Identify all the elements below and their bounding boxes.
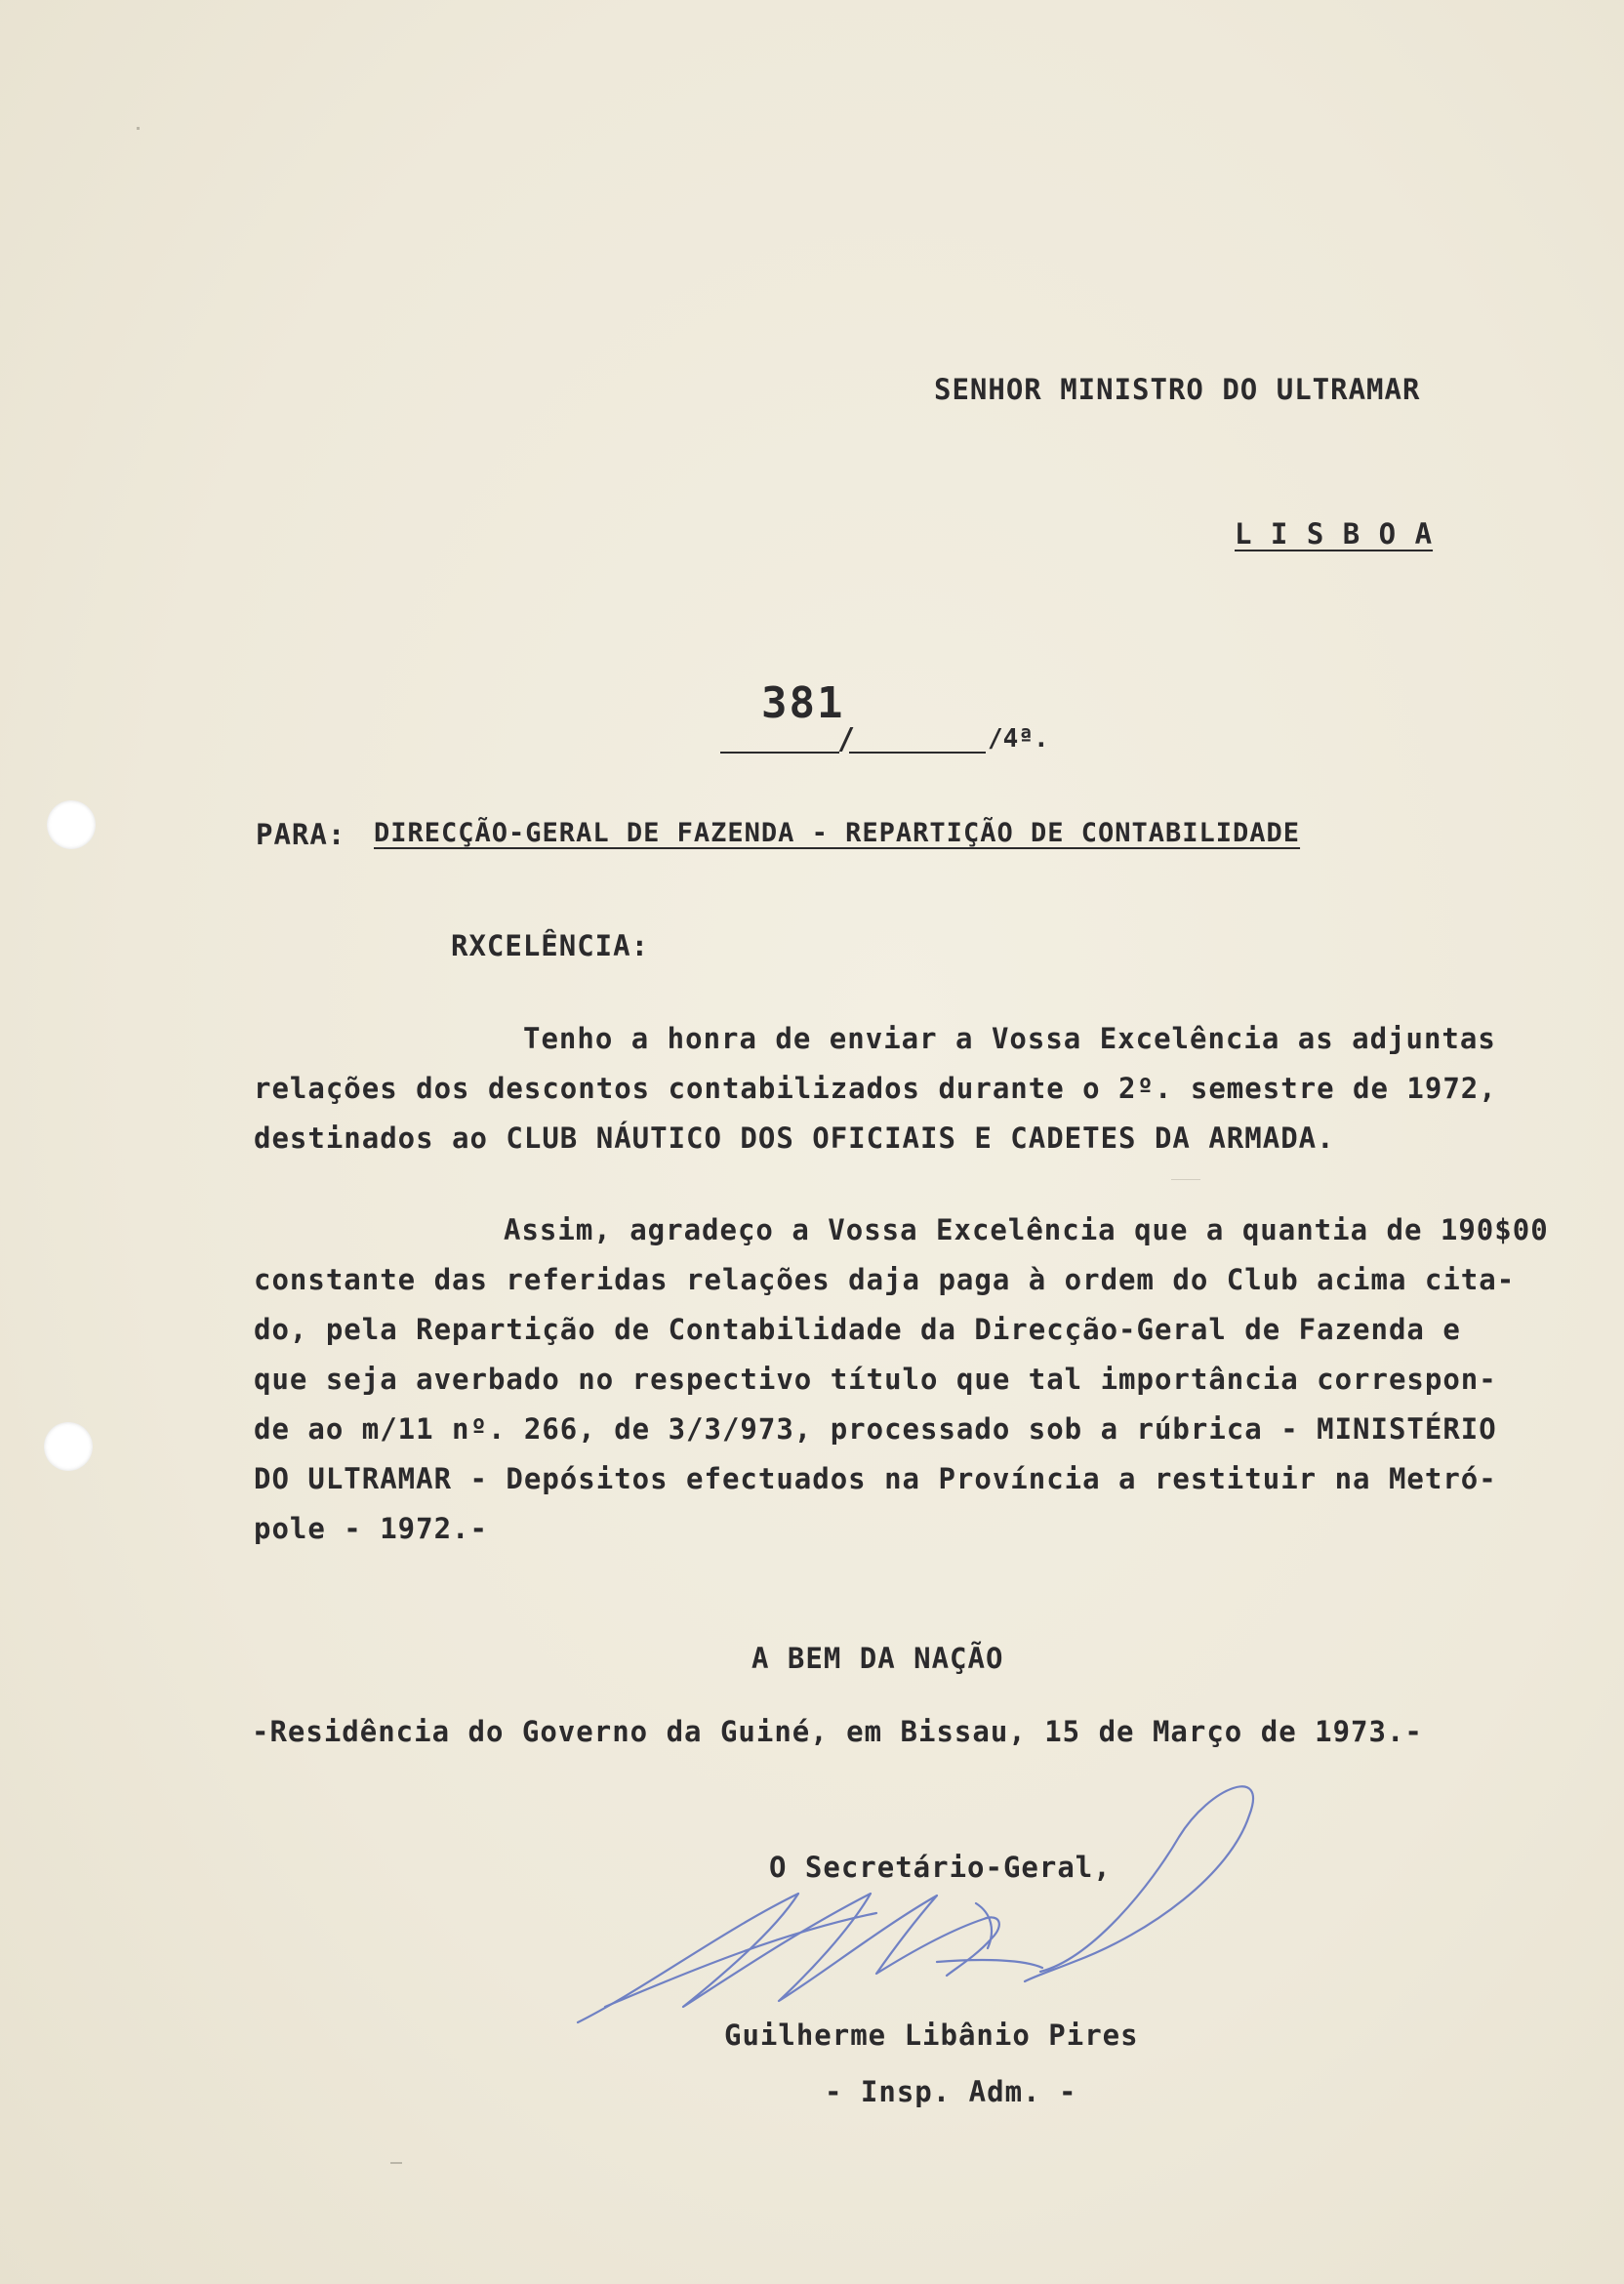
punch-hole-top: [47, 800, 96, 849]
para-destination: DIRECÇÃO-GERAL DE FAZENDA - REPARTIÇÃO DE CONTABILIDADE: [374, 818, 1301, 848]
recipient-line: SENHOR MINISTRO DO ULTRAMAR: [934, 373, 1421, 406]
paragraph1-line3: destinados ao CLUB NÁUTICO DOS OFICIAIS E CADETES DA ARMADA.: [254, 1122, 1335, 1155]
place-date: -Residência do Governo da Guiné, em Bissau, 15 de Março de 1973.-: [252, 1715, 1423, 1748]
closing: A BEM DA NAÇÃO: [751, 1642, 1004, 1675]
signatory-name: Guilherme Libânio Pires: [724, 2019, 1139, 2052]
signature-title: O Secretário-Geral,: [769, 1851, 1112, 1884]
paragraph2-line5: de ao m/11 nº. 266, de 3/3/973, processado sob a rúbrica - MINISTÉRIO: [254, 1412, 1497, 1446]
reference-blank-1: [720, 752, 839, 754]
reference-suffix: /4ª.: [988, 724, 1049, 754]
paragraph2-line7: pole - 1972.-: [254, 1512, 488, 1545]
salutation: RXCELÊNCIA:: [451, 929, 650, 962]
paragraph2-line6: DO ULTRAMAR - Depósitos efectuados na Província a restituir na Metró-: [254, 1462, 1497, 1495]
paragraph2-line1: Assim, agradeço a Vossa Excelência que a quantia de 190$00: [504, 1213, 1549, 1246]
para-label: PARA:: [256, 818, 346, 851]
paragraph2-line4: que seja averbado no respectivo título que tal importância correspon-: [254, 1363, 1497, 1396]
signatory-role: - Insp. Adm. -: [825, 2075, 1077, 2108]
paragraph2-line2: constante das referidas relações daja paga à ordem do Club acima cita-: [254, 1263, 1516, 1296]
reference-slash: /: [837, 722, 856, 756]
paragraph1-line1: Tenho a honra de enviar a Vossa Excelência as adjuntas: [523, 1022, 1496, 1055]
reference-blank-2: [849, 752, 986, 754]
paragraph1-line2: relações dos descontos contabilizados durante o 2º. semestre de 1972,: [254, 1072, 1497, 1105]
punch-hole-bottom: [44, 1422, 93, 1471]
city-line: L I S B O A: [1235, 517, 1434, 551]
reference-number: 381: [761, 678, 845, 728]
paragraph2-line3: do, pela Repartição de Contabilidade da Direcção-Geral de Fazenda e: [254, 1313, 1461, 1346]
